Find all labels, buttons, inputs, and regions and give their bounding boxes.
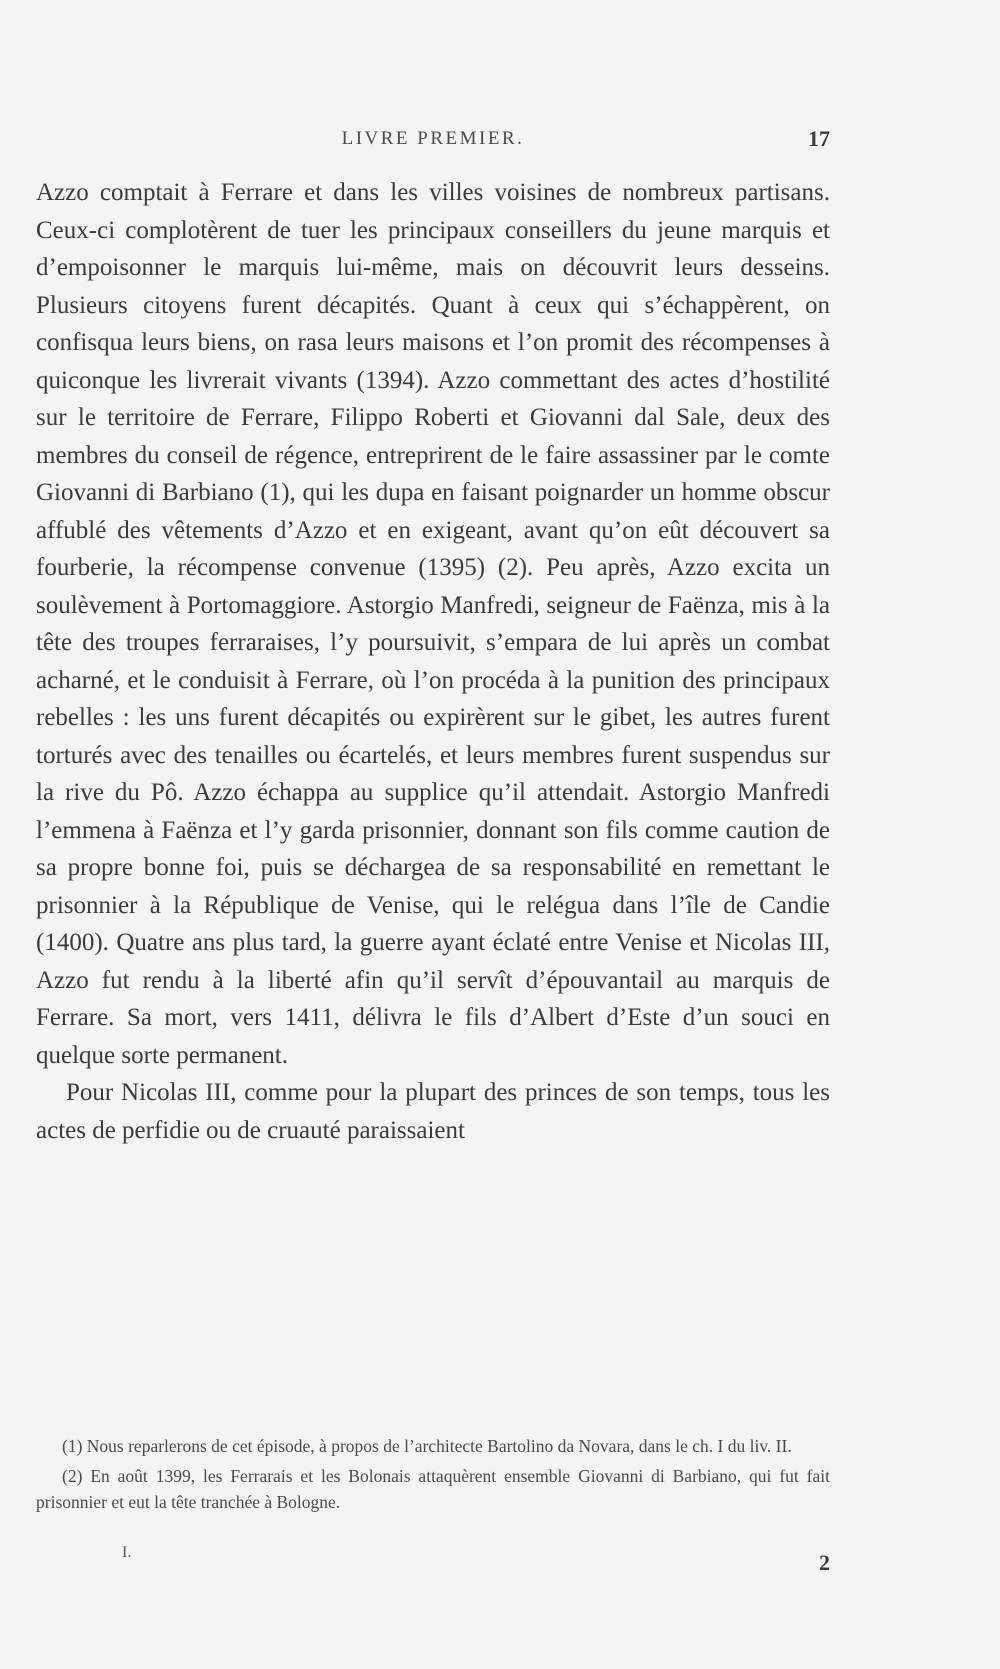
paragraph-1: Azzo comptait à Ferrare et dans les villes voisines de nombreux partisans. Ceux-ci complotèrent de tuer les principaux conseillers du jeune marquis et d’empoisonner le marquis lui-même, mais on découvrit leurs desseins. Plusieurs citoyens furent décapités. Quant à ceux qui s’échappèrent, on confisqua leurs biens, on rasa leurs maisons et l’on promit des récompenses à quiconque les livrerait vivants (1394). Azzo commettant des actes d’hostilité sur le territoire de Ferrare, Filippo Roberti et Giovanni dal Sale, deux des membres du conseil de régence, entreprirent de le faire assassiner par le comte Giovanni di Barbiano (1), qui les dupa en faisant poignarder un homme obscur affublé des vêtements d’Azzo et en exigeant, avant qu’on eût découvert sa fourberie, la récompense convenue (1395) (2). Peu après, Azzo excita un soulèvement à Portomaggiore. Astorgio Manfredi, seigneur de Faënza, mis à la tête des troupes ferraraises, l’y poursuivit, s’empara de lui après un combat acharné, et le conduisit à Ferrare, où l’on procéda à la punition des principaux rebelles : les uns furent décapités ou expirèrent sur le gibet, les autres furent torturés avec des tenailles ou écartelés, et leurs membres furent suspendus sur la rive du Pô. Azzo échappa au supplice qu’il attendait. Astorgio Manfredi l’emmena à Faënza et l’y garda prisonnier, donnant son fils comme caution de sa propre bonne foi, puis se déchargea de sa responsabilité en remettant le prisonnier à la République de Venise, qui le relégua dans l’île de Candie (1400). Quatre ans plus tard, la guerre ayant éclaté entre Venise et Nicolas III, Azzo fut rendu à la liberté afin qu’il servît d’épouvantail au marquis de Ferrare. Sa mort, vers 1411, délivra le fils d’Albert d’Este d’un souci en quelque sorte permanent. [36,179,830,1069]
footnotes [36,1433,830,1519]
page-header [36,124,830,154]
running-title: LIVRE PREMIER. [341,128,525,149]
footnote-1: (1) Nous reparlerons de cet épisode, à propos de l’architecte Bartolino da Novara, dans le ch. I du liv. II. [62,1436,792,1456]
footnote-2: (2) En août 1399, les Ferrarais et les Bolonais attaquèrent ensemble Giovanni di Barbiano, qui fut fait prisonnier et eut la tête tranchée à Bologne. [36,1466,830,1512]
signature-number: 2 [819,1550,830,1575]
page-footer [36,1544,830,1574]
signature-mark: I. [122,1544,132,1561]
paragraph-2: Pour Nicolas III, comme pour la plupart des princes de son temps, tous les actes de perfidie ou de cruauté paraissaient [36,1079,830,1144]
body-text [36,174,830,1149]
page-number: 17 [808,126,830,151]
